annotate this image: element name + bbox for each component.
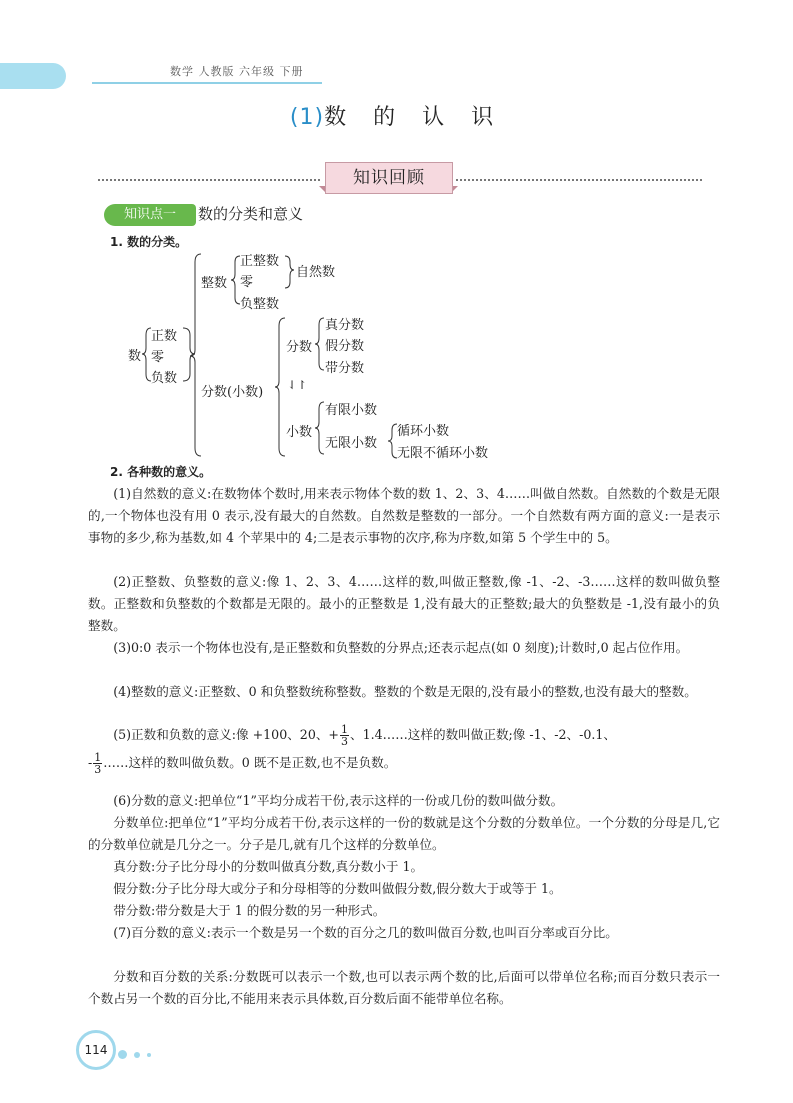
paragraph-natural-number: (1)自然数的意义:在数物体个数时,用来表示物体个数的数 1、2、3、4……叫做自然数。自然数的个数是无限的,一个物体也没有用 0 表示,没有最大的自然数。自然数是整数的一部分。一个自然数有两方面的意义:一是表示事物的多少,称为基数,如 4 个苹果中的 4;二是表示事物的次序,称为序数,如第 5 个学生中的 5。: [88, 486, 720, 545]
tree-negative-integer: 负整数: [240, 297, 280, 312]
tree-finite-decimal: 有限小数: [325, 403, 378, 418]
paragraph-proper-fraction: 真分数:分子比分母小的分数叫做真分数,真分数小于 1。: [113, 859, 424, 874]
paragraph-positive-negative-integer: (2)正整数、负整数的意义:像 1、2、3、4……这样的数,叫做正整数,像 -1、-2、-3……这样的数叫做负整数。正整数和负整数的个数都是无限的。最小的正整数是 1,没有最大的正整数;最大的负整数是 -1,没有最小的负整数。: [88, 574, 720, 633]
section-heading-2: 2. 各种数的意义。: [110, 465, 212, 479]
tree-fraction-decimal: 分数(小数): [201, 385, 264, 400]
paragraph-positive-negative: (5)正数和负数的意义:像 +100、20、+ $\frac{1}{3}$ 、1.4……这样的数叫做正数;像 -1、-2、-0.1、 - $\frac{1}{3}$ ……这样的数叫做负数。0 既不是正数,也不是负数。: [88, 723, 616, 776]
tree-left-negative: 负数: [151, 371, 178, 386]
tree-root: 数: [128, 349, 142, 364]
knowledge-point-badge: 知识点一: [104, 204, 196, 226]
knowledge-point-title: 数的分类和意义: [198, 205, 304, 223]
tree-repeating-decimal: 循环小数: [397, 424, 450, 439]
paragraph-zero: (3)0:0 表示一个物体也没有,是正整数和负整数的分界点;还表示起点(如 0 刻度);计数时,0 起占位作用。: [113, 640, 689, 655]
paragraph-fraction-unit: 分数单位:把单位“1”平均分成若干份,表示这样的一份的数就是这个分数的分数单位。一个分数的分母是几,它的分数单位就是几分之一。分子是几,就有几个这样的分数单位。: [88, 815, 720, 852]
tree-integer: 整数: [201, 276, 228, 291]
tree-infinite-decimal: 无限小数: [325, 436, 378, 451]
paragraph-fraction: (6)分数的意义:把单位“1”平均分成若干份,表示这样的一份或几份的数叫做分数。: [113, 793, 564, 808]
paragraph-mixed-number: 带分数:带分数是大于 1 的假分数的另一种形式。: [113, 903, 386, 918]
paragraph-integer: (4)整数的意义:正整数、0 和负整数统称整数。整数的个数是无限的,没有最小的整数,也没有最大的整数。: [113, 684, 697, 699]
paragraph-improper-fraction: 假分数:分子比分母大或分子和分母相等的分数叫做假分数,假分数大于或等于 1。: [113, 881, 562, 896]
title-text: 数 的 认 识: [324, 105, 504, 130]
tree-positive-integer: 正整数: [240, 254, 280, 269]
tree-mixed-number: 带分数: [325, 361, 365, 376]
decor-dot: [118, 1050, 127, 1059]
fraction-one-third-negative: $\frac{1}{3}$: [94, 751, 102, 776]
tree-natural-number: 自然数: [296, 265, 336, 280]
header-text: 数学 人教版 六年级 下册: [170, 65, 304, 78]
tree-improper-fraction: 假分数: [325, 339, 365, 354]
paragraph-fraction-percentage-relation: 分数和百分数的关系:分数既可以表示一个数,也可以表示两个数的比,后面可以带单位名称;而百分数只表示一个数占另一个数的百分比,不能用来表示具体数,百分数后面不能带单位名称。: [88, 969, 720, 1006]
fraction-one-third: $\frac{1}{3}$: [340, 723, 348, 748]
tree-conversion-arrow: ⇃↾: [287, 378, 308, 392]
tree-left-positive: 正数: [151, 329, 178, 344]
tree-zero: 零: [240, 275, 254, 290]
page-number: 114: [76, 1030, 116, 1070]
decor-dot: [134, 1052, 140, 1058]
section-banner: 知识回顾: [325, 162, 453, 194]
tree-proper-fraction: 真分数: [325, 318, 365, 333]
tree-decimal: 小数: [286, 425, 313, 440]
title-number: (1): [289, 105, 325, 130]
section-heading-1: 1. 数的分类。: [110, 235, 188, 249]
tree-nonrepeating-decimal: 无限不循环小数: [397, 446, 489, 461]
paragraph-percentage: (7)百分数的意义:表示一个数是另一个数的百分之几的数叫做百分数,也叫百分率或百分比。: [113, 925, 618, 940]
tree-left-zero: 零: [151, 350, 165, 365]
tree-fraction: 分数: [286, 340, 313, 355]
decor-dot: [147, 1053, 151, 1057]
